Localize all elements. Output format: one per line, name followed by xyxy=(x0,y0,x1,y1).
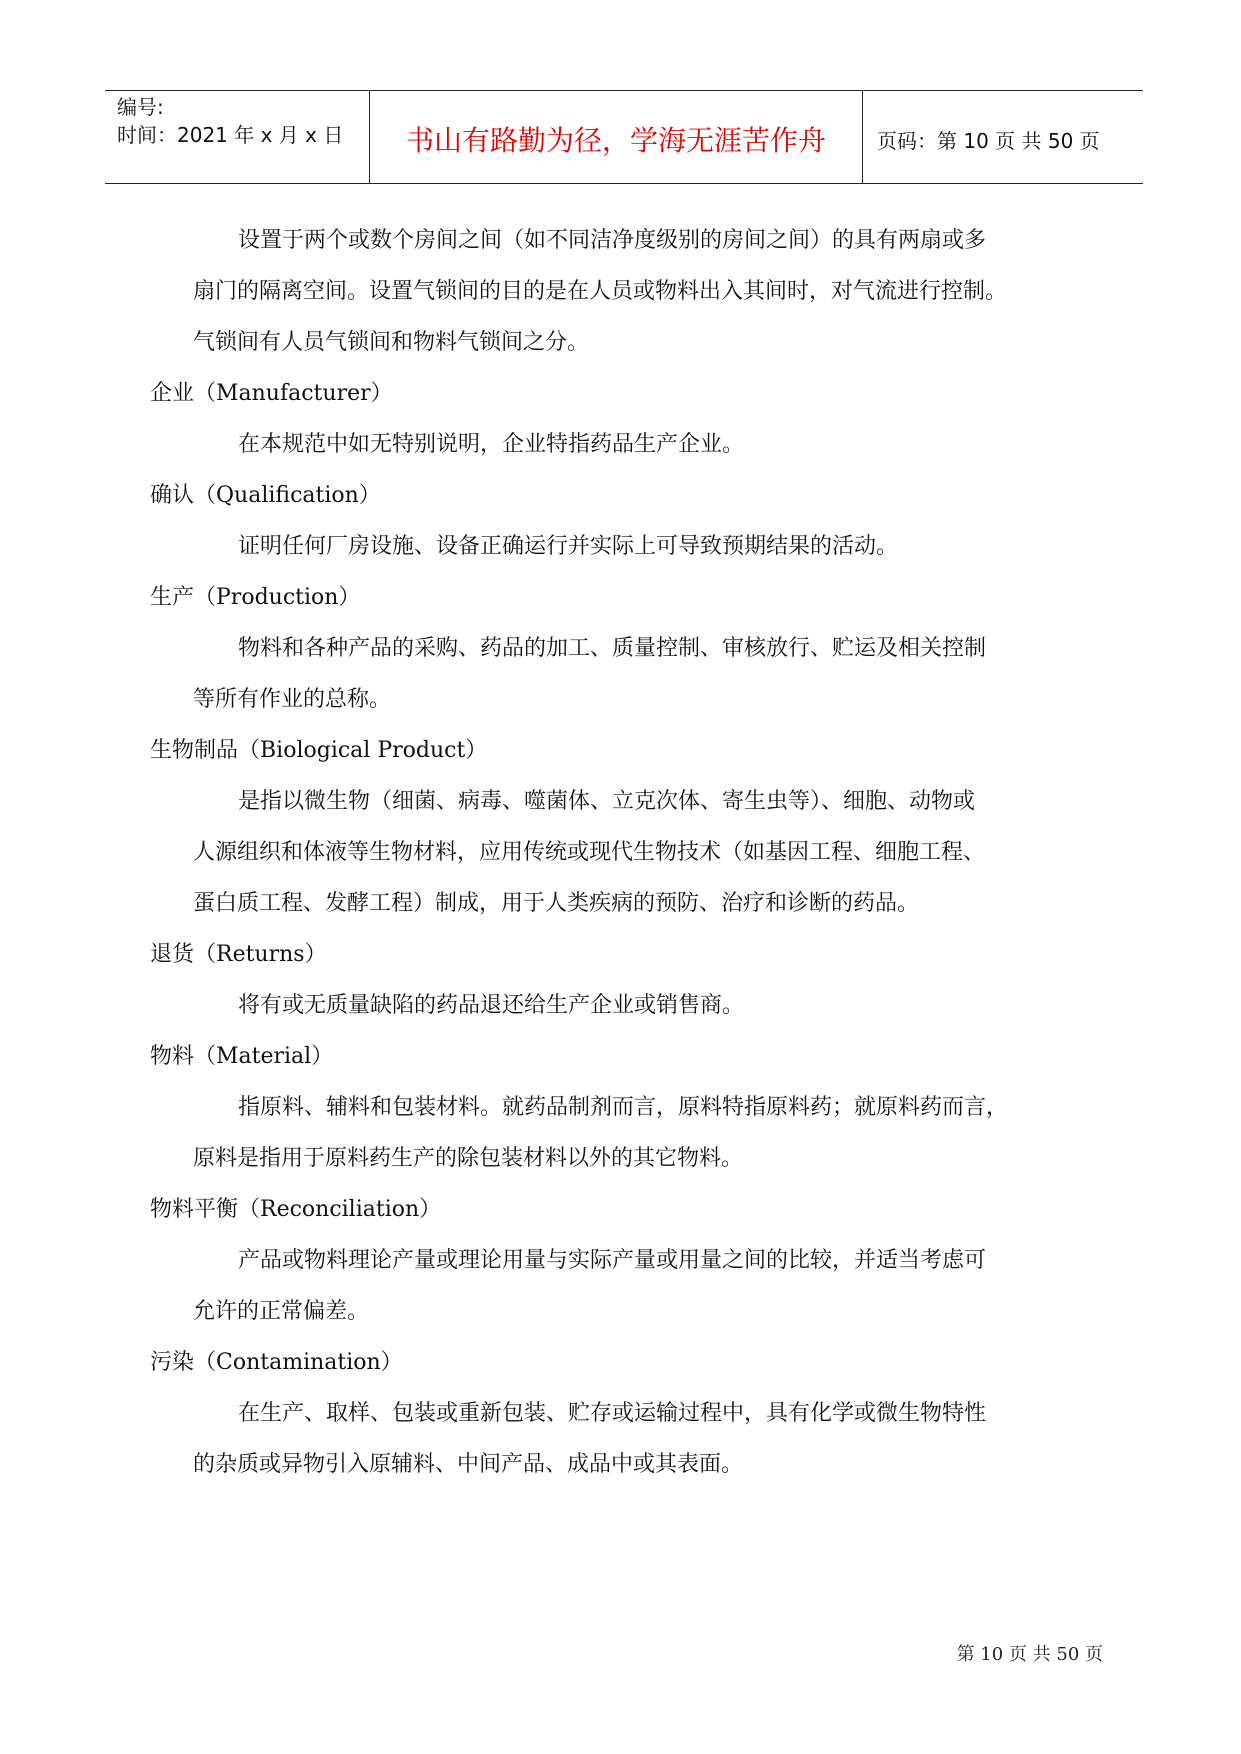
term-heading: 物料平衡（Reconciliation） xyxy=(150,1197,442,1222)
code-label: 编号: xyxy=(117,95,164,119)
page-footer: 第 10 页 共 50 页 xyxy=(956,1644,1103,1665)
paragraph-line: 在生产、取样、包装或重新包装、贮存或运输过程中，具有化学或微生物特性 xyxy=(238,1401,987,1426)
paragraph-line: 产品或物料理论产量或理论用量与实际产量或用量之间的比较，并适当考虑可 xyxy=(238,1248,987,1273)
definition-paragraph xyxy=(150,521,1100,572)
definition-paragraph xyxy=(150,980,1100,1031)
header-divider xyxy=(862,91,863,183)
term-heading: 退货（Returns） xyxy=(150,942,327,967)
paragraph-line: 将有或无质量缺陷的药品退还给生产企业或销售商。 xyxy=(238,993,745,1018)
header-meta xyxy=(117,93,367,149)
document-body xyxy=(150,215,1100,1490)
time-label: 时间：2021 年 x 月 x 日 xyxy=(117,123,344,147)
term-heading: 企业（Manufacturer） xyxy=(150,381,393,406)
paragraph-line: 证明任何厂房设施、设备正确运行并实际上可导致预期结果的活动。 xyxy=(238,534,899,559)
definition-paragraph xyxy=(150,776,1100,929)
term-heading: 生产（Production） xyxy=(150,585,361,610)
term-heading: 确认（Qualification） xyxy=(150,483,381,508)
header-motto: 书山有路勤为径，学海无涯苦作舟 xyxy=(405,124,826,157)
paragraph-line: 人源组织和体液等生物材料，应用传统或现代生物技术（如基因工程、细胞工程、 xyxy=(193,840,986,865)
definition-paragraph xyxy=(150,419,1100,470)
paragraph-line: 允许的正常偏差。 xyxy=(193,1299,370,1324)
paragraph-line: 是指以微生物（细菌、病毒、噬菌体、立克次体、寄生虫等）、细胞、动物或 xyxy=(238,789,976,814)
paragraph-line: 物料和各种产品的采购、药品的加工、质量控制、审核放行、贮运及相关控制 xyxy=(238,636,987,661)
definition-paragraph xyxy=(150,215,1100,368)
paragraph-line: 原料是指用于原料药生产的除包装材料以外的其它物料。 xyxy=(193,1146,744,1171)
page-header xyxy=(105,90,1143,184)
paragraph-line: 等所有作业的总称。 xyxy=(193,687,392,712)
term-heading: 生物制品（Biological Product） xyxy=(150,738,488,763)
definition-paragraph xyxy=(150,623,1100,725)
paragraph-line: 蛋白质工程、发酵工程）制成，用于人类疾病的预防、治疗和诊断的药品。 xyxy=(193,891,920,916)
term-heading: 污染（Contamination） xyxy=(150,1350,403,1375)
paragraph-line: 设置于两个或数个房间之间（如不同洁净度级别的房间之间）的具有两扇或多 xyxy=(238,228,987,253)
definition-paragraph xyxy=(150,1235,1100,1337)
term-heading: 物料（Material） xyxy=(150,1044,334,1069)
paragraph-line: 的杂质或异物引入原辅料、中间产品、成品中或其表面。 xyxy=(193,1452,744,1477)
paragraph-line: 在本规范中如无特别说明，企业特指药品生产企业。 xyxy=(238,432,745,457)
paragraph-line: 扇门的隔离空间。设置气锁间的目的是在人员或物料出入其间时，对气流进行控制。 xyxy=(193,279,1008,304)
paragraph-line: 指原料、辅料和包装材料。就药品制剂而言，原料特指原料药；就原料药而言， xyxy=(238,1095,1009,1120)
paragraph-line: 气锁间有人员气锁间和物料气锁间之分。 xyxy=(193,330,590,355)
header-divider xyxy=(369,91,370,183)
header-page-label: 页码：第 10 页 共 50 页 xyxy=(877,129,1100,153)
definition-paragraph xyxy=(150,1082,1100,1184)
definition-paragraph xyxy=(150,1388,1100,1490)
